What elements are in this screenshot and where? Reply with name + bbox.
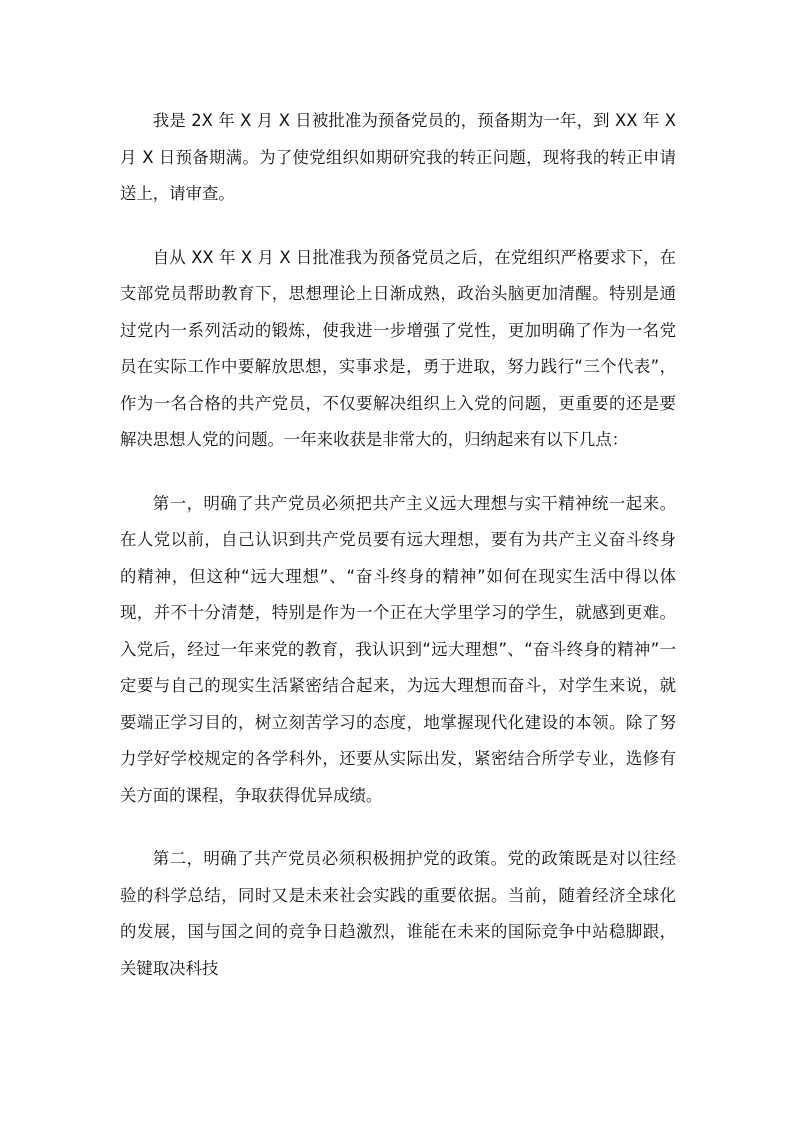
paragraph-point-two: 第二，明确了共产党员必须积极拥护党的政策。党的政策既是对以往经验的科学总结，同时又是未来社会实践的重要依据。当前，随着经济全球化的发展，国与国之间的竞争日趋激烈，谁能在未来的国际竞争中站稳脚跟，关键取决科技: [120, 849, 676, 978]
paragraph-point-one: 第一，明确了共产党员必须把共产主义远大理想与实干精神统一起来。在人党以前，自己认识到共产党员要有远大理想，要有为共产主义奋斗终身的精神，但这种“远大理想”、“奋斗终身的精神”如何在现实生活中得以体现，并不十分清楚，特别是作为一个正在大学里学习的学生，就感到更难。入党后，经过一年来党的教育，我认识到“远大理想”、“奋斗终身的精神”一定要与自己的现实生活紧密结合起来，为远大理想而奋斗，对学生来说，就要端正学习目的，树立刻苦学习的态度，地掌握现代化建设的本领。除了努力学好学校规定的各学科外，还要从实际出发，紧密结合所学专业，选修有关方面的课程，争取获得优异成绩。: [120, 493, 676, 805]
document-body: [120, 103, 676, 987]
paragraph-application-intro: 我是 2X 年 X 月 X 日被批准为预备党员的，预备期为一年，到 XX 年 X 月 X 日预备期满。为了使党组织如期研究我的转正问题，现将我的转正申请送上，请审查。: [120, 111, 676, 203]
paragraph-probation-summary: 自从 XX 年 X 月 X 日批准我为预备党员之后，在党组织严格要求下，在支部党员帮助教育下，思想理论上日渐成熟，政治头脑更加清醒。特别是通过党内一系列活动的锻炼，使我进一步增强了党性，更加明确了作为一名党员在实际工作中要解放思想，实事求是，勇于进取，努力践行“三个代表”，作为一名合格的共产党员，不仅要解决组织上入党的问题，更重要的还是要解决思想人党的问题。一年来收获是非常大的，归纳起来有以下几点：: [120, 247, 676, 449]
